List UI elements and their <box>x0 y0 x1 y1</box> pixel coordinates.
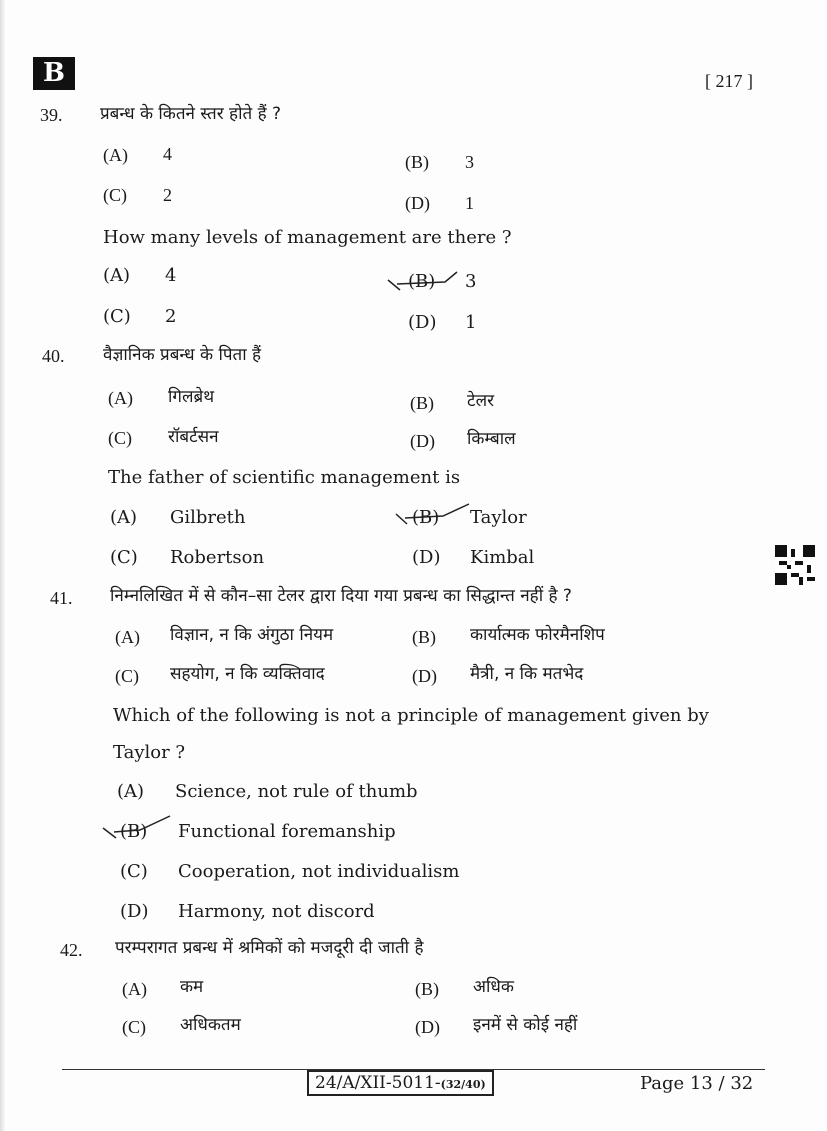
option-label: (B) <box>410 393 434 413</box>
option-label: (B) <box>412 627 436 647</box>
option-label: (D) <box>120 901 149 922</box>
option-text: Functional foremanship <box>178 821 396 842</box>
option-label: (B) <box>415 979 439 999</box>
option-text: Taylor <box>470 507 527 528</box>
paper-code <box>307 1070 494 1096</box>
option-text: मैत्री, न कि मतभेद <box>470 664 584 684</box>
option-label: (A) <box>103 145 128 165</box>
page-code: [ 217 ] <box>705 71 753 91</box>
option-label: (A) <box>110 507 138 528</box>
question-hindi: निम्नलिखित में से कौन–सा टेलर द्वारा दिया गया प्रबन्ध का सिद्धान्त नहीं है ? <box>110 586 572 606</box>
scan-edge <box>0 0 6 1131</box>
option-label: (C) <box>120 861 148 882</box>
option-text: 2 <box>163 185 172 205</box>
option-text: कम <box>180 977 204 997</box>
option-text: रॉबर्टसन <box>168 427 219 447</box>
paper-code-main: 24/A/XII-5011- <box>315 1073 441 1093</box>
question-number: 40. <box>42 346 65 366</box>
option-text: Gilbreth <box>170 507 246 528</box>
set-badge: B <box>33 57 75 90</box>
option-label: (A) <box>122 979 147 999</box>
option-label: (D) <box>412 666 437 686</box>
option-label: (C) <box>122 1017 146 1037</box>
option-text: Robertson <box>170 547 265 568</box>
option-label: (C) <box>115 666 139 686</box>
option-text: 3 <box>465 271 477 292</box>
option-text: 4 <box>165 265 177 286</box>
qr-code <box>775 545 815 585</box>
option-text: विज्ञान, न कि अंगुठा नियम <box>170 625 334 645</box>
option-text: 4 <box>163 144 172 164</box>
option-text: 1 <box>465 193 474 213</box>
question-hindi: प्रबन्ध के कितने स्तर होते हैं ? <box>100 104 282 124</box>
option-text: अधिकतम <box>180 1015 241 1035</box>
option-label: (A) <box>117 781 145 802</box>
option-label: (D) <box>408 312 437 333</box>
option-label-marked: (B) <box>408 271 436 292</box>
question-english: How many levels of management are there ? <box>103 227 512 248</box>
option-text: 1 <box>465 312 477 333</box>
option-label: (B) <box>405 152 429 172</box>
option-label: (D) <box>405 193 430 213</box>
question-english: The father of scientific management is <box>108 467 461 488</box>
option-text: गिलब्रेथ <box>168 387 215 407</box>
option-text: Harmony, not discord <box>178 901 375 922</box>
option-text: कार्यात्मक फोरमैनशिप <box>470 625 605 645</box>
option-label: (A) <box>103 265 131 286</box>
option-label: (A) <box>115 627 140 647</box>
option-text: Cooperation, not individualism <box>178 861 460 882</box>
option-label: (C) <box>103 306 131 327</box>
question-number: 42. <box>60 940 83 960</box>
option-label: (C) <box>108 428 132 448</box>
option-text: सहयोग, न कि व्यक्तिवाद <box>170 664 325 684</box>
option-label: (D) <box>415 1017 440 1037</box>
option-text: Science, not rule of thumb <box>175 781 418 802</box>
option-text: इनमें से कोई नहीं <box>473 1015 578 1035</box>
page-number: Page 13 / 32 <box>640 1073 754 1094</box>
option-text: 3 <box>465 152 474 172</box>
option-label: (A) <box>108 388 133 408</box>
option-label: (C) <box>103 185 127 205</box>
option-label: (D) <box>410 431 435 451</box>
question-hindi: परम्परागत प्रबन्ध में श्रमिकों को मजदूरी दी जाती है <box>115 938 424 958</box>
question-hindi: वैज्ञानिक प्रबन्ध के पिता हैं <box>103 345 262 365</box>
option-text: किम्बाल <box>467 429 516 449</box>
option-label-marked: (B) <box>120 821 148 842</box>
option-text: 2 <box>165 306 177 327</box>
option-text: Kimbal <box>470 547 535 568</box>
question-number: 41. <box>50 588 73 608</box>
option-text: टेलर <box>467 391 495 411</box>
paper-code-suffix: (32/40) <box>440 1078 486 1091</box>
option-text: अधिक <box>473 977 514 997</box>
question-english-continued: Taylor ? <box>113 742 186 763</box>
option-label: (C) <box>110 547 138 568</box>
question-number: 39. <box>40 105 63 125</box>
question-english: Which of the following is not a principle of management given by <box>113 705 709 726</box>
option-label: (D) <box>412 547 441 568</box>
option-label-marked: (B) <box>412 507 440 528</box>
